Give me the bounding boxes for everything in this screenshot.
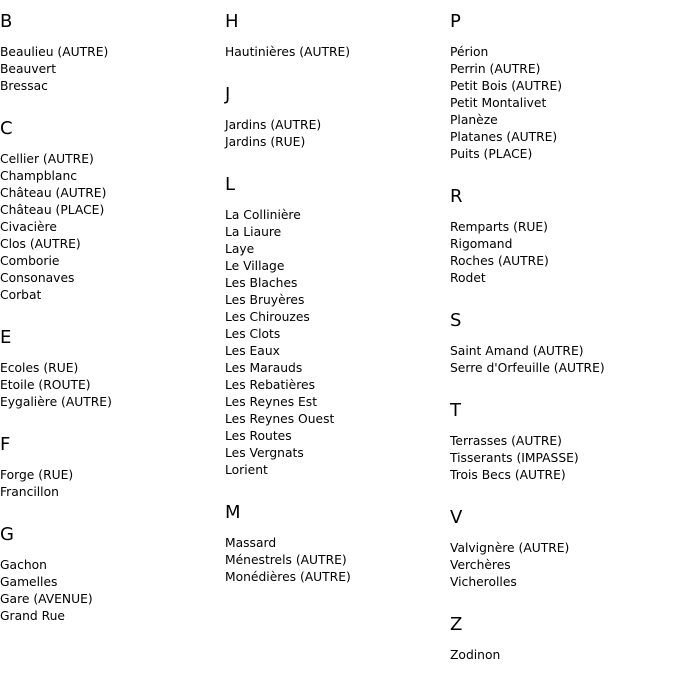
index-column-3	[450, 10, 670, 686]
street-link[interactable]: Lorient	[225, 463, 268, 477]
street-link[interactable]: Les Chirouzes	[225, 310, 310, 324]
street-link[interactable]: Jardins (AUTRE)	[225, 118, 322, 132]
street-link[interactable]: Petit Bois (AUTRE)	[450, 79, 563, 93]
letter-group-m	[225, 501, 445, 586]
letter-group-z	[450, 613, 670, 664]
street-link[interactable]: Serre d'Orfeuille (AUTRE)	[450, 361, 605, 375]
letter-group-h	[225, 10, 445, 61]
street-link[interactable]: Hautinières (AUTRE)	[225, 45, 351, 59]
street-link[interactable]: Les Reynes Est	[225, 395, 318, 409]
letter-group-v	[450, 506, 670, 591]
street-link[interactable]: Massard	[225, 536, 277, 550]
street-link[interactable]: Rigomand	[450, 237, 513, 251]
letter-heading: R	[450, 186, 463, 207]
street-link[interactable]: Monédières (AUTRE)	[225, 570, 351, 584]
street-link[interactable]: Verchères	[450, 558, 511, 572]
street-link[interactable]: Roches (AUTRE)	[450, 254, 549, 268]
street-link[interactable]: Puits (PLACE)	[450, 147, 533, 161]
letter-heading: F	[0, 434, 11, 455]
street-link[interactable]: Les Reynes Ouest	[225, 412, 335, 426]
letter-heading: T	[450, 400, 461, 421]
street-link[interactable]: Terrasses (AUTRE)	[450, 434, 562, 448]
street-link[interactable]: Le Village	[225, 259, 285, 273]
letter-heading: L	[225, 174, 236, 195]
street-link[interactable]: Platanes (AUTRE)	[450, 130, 558, 144]
letter-group-t	[450, 399, 670, 484]
letter-heading: S	[450, 310, 462, 331]
street-link[interactable]: Périon	[450, 45, 489, 59]
letter-heading: V	[450, 507, 463, 528]
letter-group-r	[450, 185, 670, 287]
street-link[interactable]: Bressac	[0, 79, 48, 93]
letter-group-c	[0, 117, 220, 304]
letter-heading: C	[0, 118, 13, 139]
street-link[interactable]: Château (PLACE)	[0, 203, 105, 217]
street-link[interactable]: Remparts (RUE)	[450, 220, 548, 234]
street-link[interactable]: Trois Becs (AUTRE)	[450, 468, 566, 482]
street-link[interactable]: Vicherolles	[450, 575, 517, 589]
street-link[interactable]: Les Eaux	[225, 344, 280, 358]
street-link[interactable]: Gachon	[0, 558, 47, 572]
index-column-1	[0, 10, 220, 647]
street-link[interactable]: Les Marauds	[225, 361, 303, 375]
street-link[interactable]: Clos (AUTRE)	[0, 237, 81, 251]
street-link[interactable]: Corbat	[0, 288, 42, 302]
street-link[interactable]: Ecoles (RUE)	[0, 361, 79, 375]
letter-heading: B	[0, 11, 13, 32]
letter-group-b	[0, 10, 220, 95]
street-link[interactable]: Comborie	[0, 254, 60, 268]
street-link[interactable]: Château (AUTRE)	[0, 186, 107, 200]
street-link[interactable]: Laye	[225, 242, 255, 256]
street-link[interactable]: Beauvert	[0, 62, 57, 76]
street-link[interactable]: Les Vergnats	[225, 446, 304, 460]
letter-group-g	[0, 523, 220, 625]
letter-group-f	[0, 433, 220, 501]
street-link[interactable]: Planèze	[450, 113, 498, 127]
letter-group-j	[225, 83, 445, 151]
street-link[interactable]: Forge (RUE)	[0, 468, 74, 482]
street-link[interactable]: La Collinière	[225, 208, 301, 222]
street-link[interactable]: Rodet	[450, 271, 486, 285]
letter-group-p	[450, 10, 670, 163]
street-link[interactable]: Valvignère (AUTRE)	[450, 541, 570, 555]
street-link[interactable]: Les Routes	[225, 429, 292, 443]
street-link[interactable]: Les Rebatières	[225, 378, 315, 392]
street-link[interactable]: Grand Rue	[0, 609, 65, 623]
letter-group-e	[0, 326, 220, 411]
street-link[interactable]: Champblanc	[0, 169, 78, 183]
street-link[interactable]: Ménestrels (AUTRE)	[225, 553, 347, 567]
street-link[interactable]: Eygalière (AUTRE)	[0, 395, 112, 409]
street-link[interactable]: Francillon	[0, 485, 59, 499]
street-link[interactable]: Beaulieu (AUTRE)	[0, 45, 109, 59]
letter-heading: E	[0, 327, 12, 348]
street-link[interactable]: Tisserants (IMPASSE)	[450, 451, 579, 465]
street-link[interactable]: Consonaves	[0, 271, 75, 285]
letter-heading: M	[225, 502, 241, 523]
index-column-2	[225, 10, 445, 608]
street-link[interactable]: Saint Amand (AUTRE)	[450, 344, 584, 358]
letter-group-l	[225, 173, 445, 479]
letter-group-s	[450, 309, 670, 377]
letter-heading: H	[225, 11, 239, 32]
street-link[interactable]: La Liaure	[225, 225, 282, 239]
street-link[interactable]: Jardins (RUE)	[225, 135, 306, 149]
street-link[interactable]: Zodinon	[450, 648, 501, 662]
letter-heading: P	[450, 11, 461, 32]
street-link[interactable]: Gare (AVENUE)	[0, 592, 93, 606]
street-link[interactable]: Gamelles	[0, 575, 58, 589]
street-link[interactable]: Les Clots	[225, 327, 281, 341]
street-link[interactable]: Cellier (AUTRE)	[0, 152, 94, 166]
street-link[interactable]: Les Bruyères	[225, 293, 305, 307]
street-link[interactable]: Petit Montalivet	[450, 96, 547, 110]
letter-heading: Z	[450, 614, 463, 635]
street-link[interactable]: Perrin (AUTRE)	[450, 62, 541, 76]
street-link[interactable]: Etoile (ROUTE)	[0, 378, 91, 392]
street-link[interactable]: Les Blaches	[225, 276, 298, 290]
letter-heading: J	[225, 84, 231, 105]
street-link[interactable]: Civacière	[0, 220, 57, 234]
letter-heading: G	[0, 524, 14, 545]
